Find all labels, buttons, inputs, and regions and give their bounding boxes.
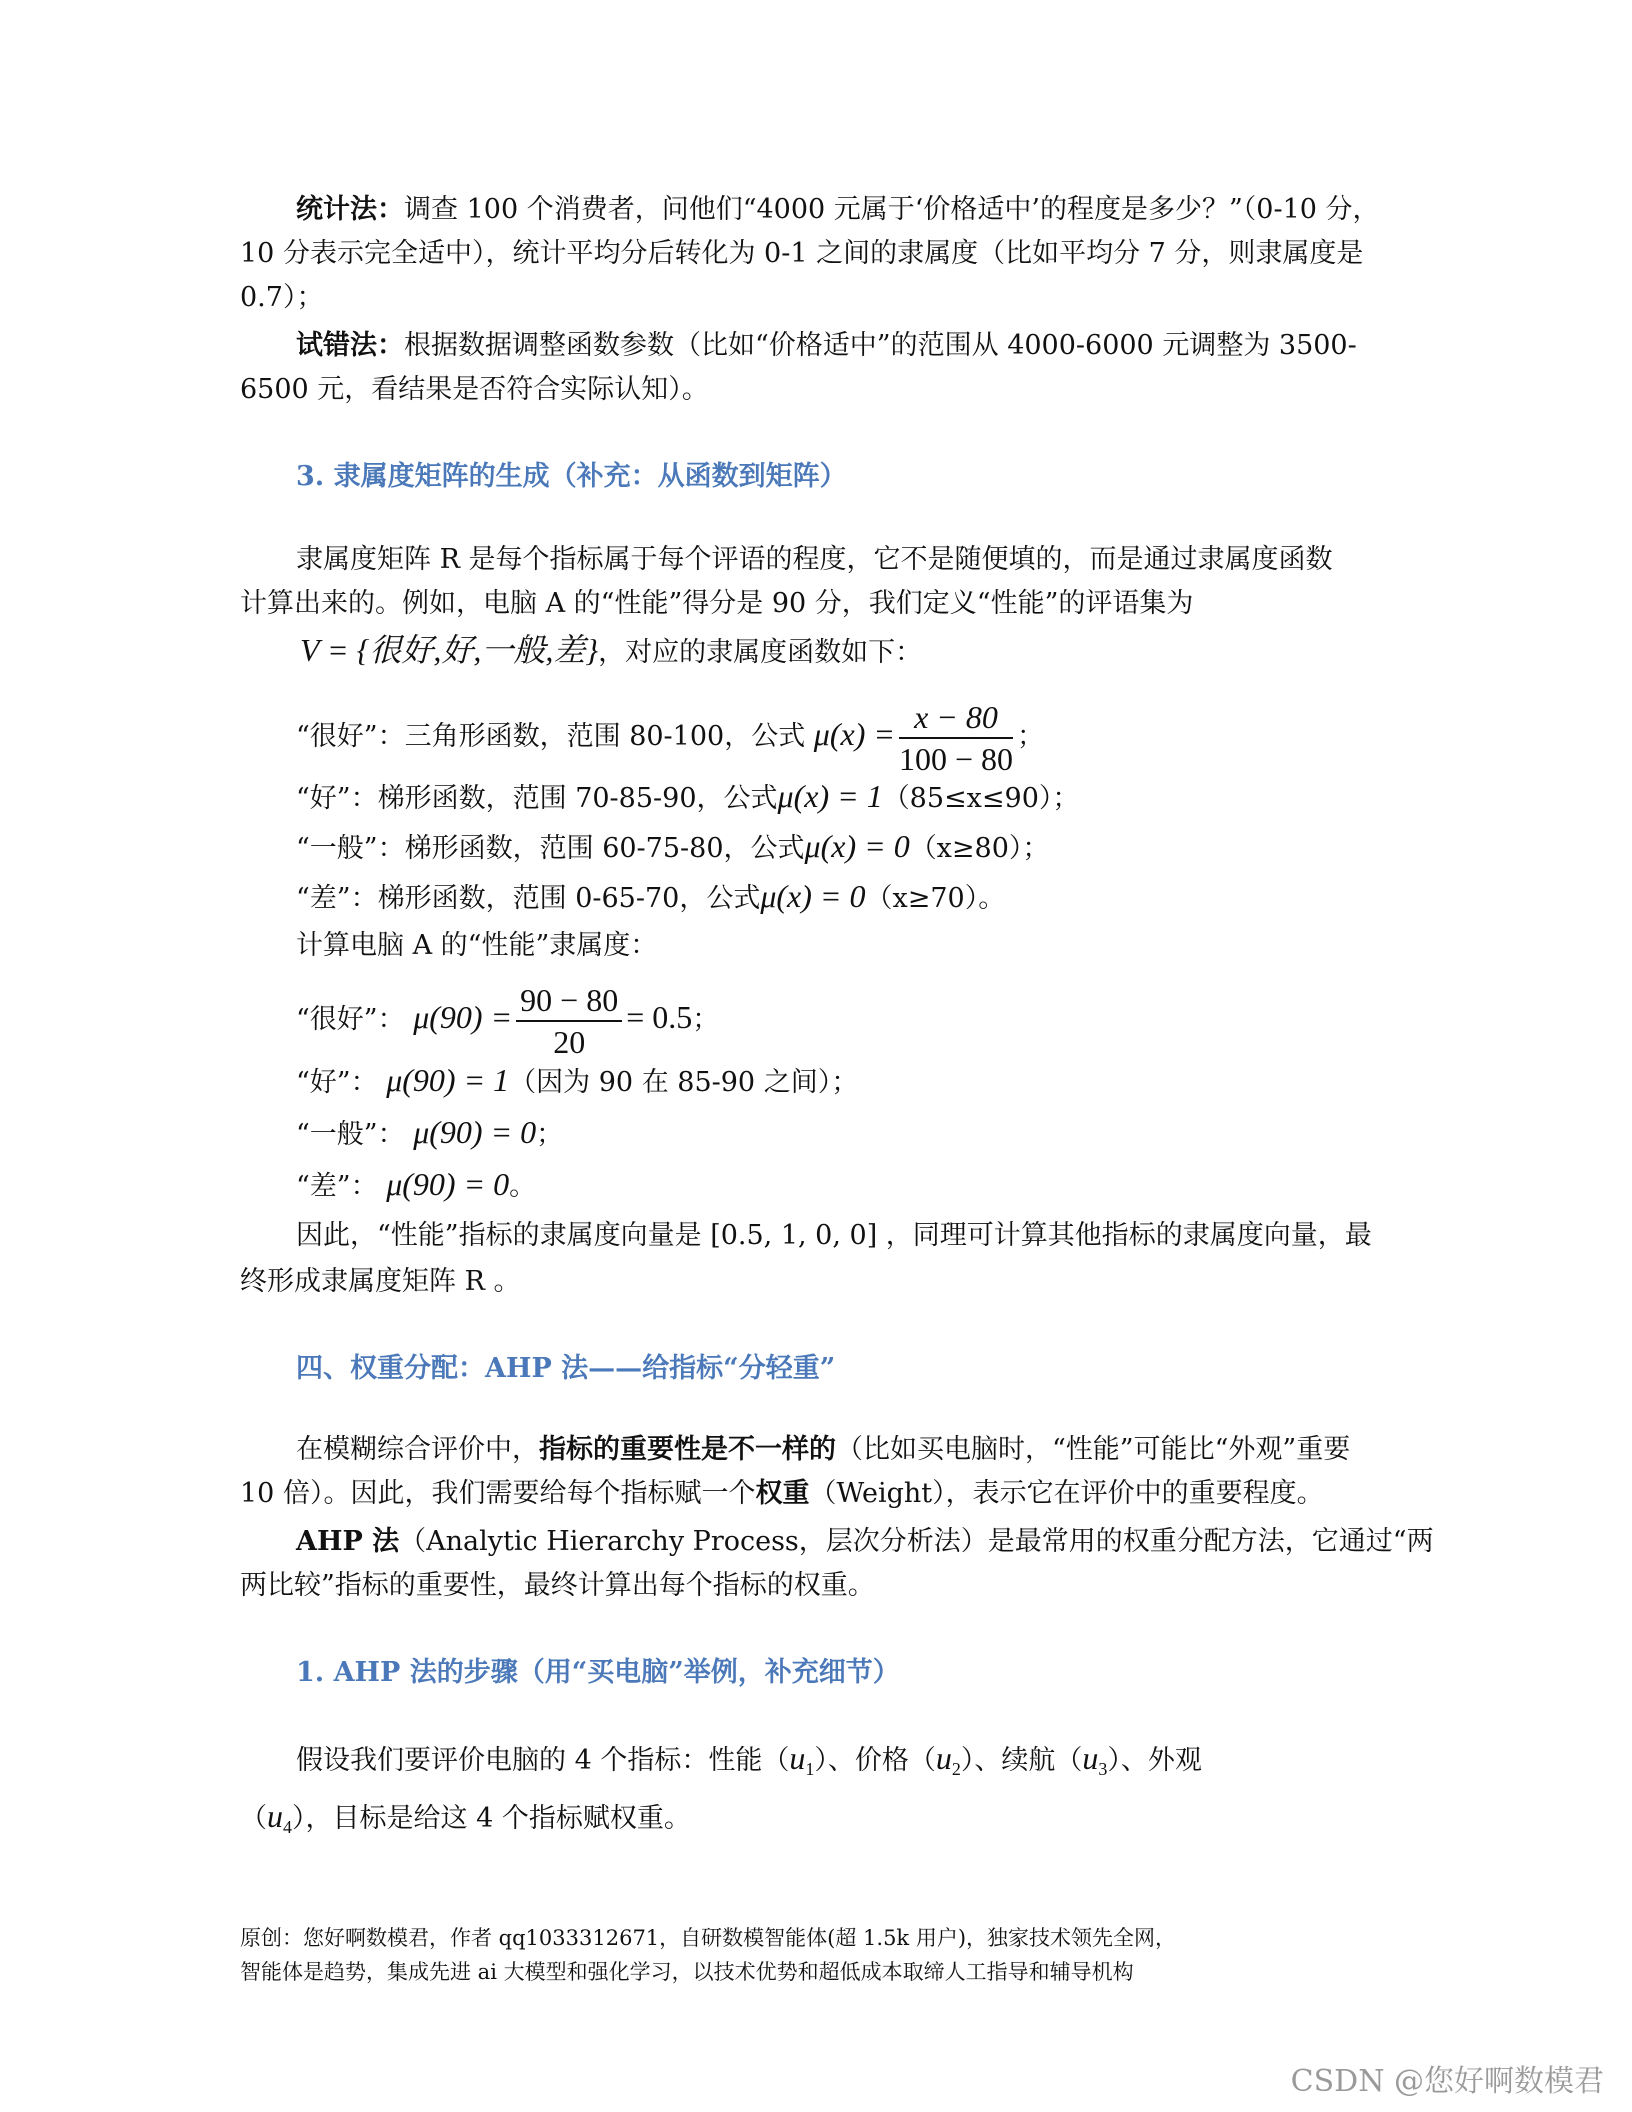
calc-good [296,1060,858,1103]
s4-para-text-b: （比如买电脑时，“性能”可能比“外观”重要 [836,1434,1351,1465]
u3-letter: u [1082,1740,1099,1776]
stat-method-term: 统计法： [296,194,404,225]
s4-para-l2-bold: 权重 [755,1478,810,1509]
very-good-fraction [899,697,1013,779]
calc-good-label: “好”： [296,1067,378,1098]
good-def [296,776,1079,819]
very-good-def [296,692,1044,779]
calc-intro: 计算电脑 A 的“性能”隶属度： [296,930,658,961]
calc-very-good [296,975,719,1062]
u2-letter: u [935,1740,952,1776]
stat-method-text-1: 调查 100 个消费者，问他们“4000 元属于‘价格适中’的程度是多少？”（0-10 分， [404,194,1380,225]
very-good-denominator: 100 − 80 [898,740,1014,777]
s3-para-line-1: 隶属度矩阵 R 是每个指标属于每个评语的程度，它不是随便填的，而是通过隶属度函数 [296,544,1333,575]
stat-method-line-3: 0.7）； [240,282,324,313]
poor-label: “差”：梯形函数，范围 0-65-70，公式 [296,883,761,914]
trial-method-text-1: 根据数据调整函数参数（比如“价格适中”的范围从 4000-6000 元调整为 3500- [404,330,1357,361]
footer-line-1: 原创：您好啊数模君，作者 qq1033312671，自研数模智能体(超 1.5k 用户)，独家技术领先全网， [240,1926,1177,1950]
trial-method-line-2: 6500 元，看结果是否符合实际认知）。 [240,374,709,405]
ahp-ind-text-c: ）、续航（ [960,1745,1083,1776]
u2-symbol [935,1740,961,1779]
u1-subscript: 1 [805,1759,815,1779]
v-set-formula: V = {很好,好,一般,差} [300,632,599,668]
ahp-ind-l2-text-a: （ [240,1803,267,1834]
s4-para-l2-text-b: （Weight），表示它在评价中的重要程度。 [809,1478,1324,1509]
s4-para-line-1 [296,1430,1350,1470]
calc-poor-formula: μ(90) = 0 [386,1166,510,1202]
calc-average [296,1112,563,1155]
ahp-indicators-line-1 [296,1738,1202,1789]
stat-method-line-1 [296,190,1380,230]
v-set-tail: ，对应的隶属度函数如下： [598,637,923,668]
u4-subscript: 4 [283,1817,292,1837]
calc-very-good-numerator: 90 − 80 [516,980,622,1022]
calc-very-good-lhs: μ(90) = [413,999,513,1035]
very-good-end: ； [1017,721,1045,752]
calc-very-good-label: “很好”： [296,1004,405,1035]
average-formula: μ(x) = 0 [804,828,910,864]
s3-vset-line [300,630,922,673]
section-3-heading: 3. 隶属度矩阵的生成（补充：从函数到矩阵） [296,461,847,492]
footer-line-2: 智能体是趋势，集成先进 ai 大模型和强化学习，以技术优势和超低成本取缔人工指导和辅导机构 [240,1960,1134,1984]
average-label: “一般”：梯形函数，范围 60-75-80，公式 [296,833,805,864]
calc-very-good-fraction [516,980,622,1062]
poor-def [296,876,1005,919]
u3-subscript: 3 [1098,1759,1108,1779]
calc-poor [296,1164,536,1207]
good-label: “好”：梯形函数，范围 70-85-90，公式 [296,783,778,814]
calc-average-label: “一般”： [296,1119,405,1150]
very-good-numerator: x − 80 [899,697,1013,739]
calc-very-good-rhs: = 0.5 [626,999,693,1035]
ahp-para-text: （Analytic Hierarchy Process，层次分析法）是最常用的权重分配方法，它通过“两 [399,1526,1434,1557]
s4-para-l2-text-a: 10 倍）。因此，我们需要给每个指标赋一个 [240,1478,756,1509]
ahp-steps-heading: 1. AHP 法的步骤（用“买电脑”举例，补充细节） [296,1657,900,1688]
very-good-label: “很好”：三角形函数，范围 80-100，公式 [296,721,806,752]
u4-letter: u [267,1798,283,1834]
ahp-ind-l2-text-b: ），目标是给这 4 个指标赋权重。 [292,1803,691,1834]
ahp-term: AHP 法 [296,1526,400,1557]
calc-poor-label: “差”： [296,1171,378,1202]
ahp-para-line-2: 两比较”指标的重要性，最终计算出每个指标的权重。 [240,1570,875,1601]
ahp-ind-text-b: ）、价格（ [814,1745,936,1776]
s4-para-bold: 指标的重要性是不一样的 [539,1434,836,1465]
trial-method-line-1 [296,326,1357,366]
ahp-ind-text-d: ）、外观 [1107,1745,1202,1776]
calc-average-formula: μ(90) = 0 [413,1114,537,1150]
u4-symbol [267,1798,292,1837]
u1-symbol [789,1740,815,1779]
poor-cond: （x≥70）。 [865,883,1006,914]
s3-para-line-2: 计算出来的。例如，电脑 A 的“性能”得分是 90 分，我们定义“性能”的评语集为 [240,588,1194,619]
stat-method-line-2: 10 分表示完全适中），统计平均分后转化为 0-1 之间的隶属度（比如平均分 7 分，则隶属度是 [240,238,1364,269]
calc-good-formula: μ(90) = 1 [386,1062,510,1098]
good-formula: μ(x) = 1 [777,778,883,814]
average-def [296,826,1049,869]
calc-average-end: ； [536,1119,564,1150]
ahp-indicators-line-2 [240,1796,691,1847]
s4-para-text-a: 在模糊综合评价中， [296,1434,539,1465]
calc-very-good-denominator: 20 [553,1023,586,1060]
ahp-para-line-1 [296,1522,1434,1562]
u1-letter: u [789,1740,806,1776]
ahp-ind-text-a: 假设我们要评价电脑的 4 个指标：性能（ [296,1745,790,1776]
poor-formula: μ(x) = 0 [760,878,866,914]
good-cond: （85≤x≤90）； [882,783,1080,814]
conclusion-line-2: 终形成隶属度矩阵 R 。 [240,1266,521,1297]
conclusion-line-1: 因此，“性能”指标的隶属度向量是 [0.5, 1, 0, 0] ，同理可计算其他指标的隶属度向量，最 [296,1220,1372,1251]
very-good-lhs: μ(x) = [813,716,895,752]
u3-symbol [1082,1740,1108,1779]
trial-method-term: 试错法： [296,330,404,361]
section-4-heading: 四、权重分配：AHP 法——给指标“分轻重” [296,1353,836,1384]
average-cond: （x≥80）； [909,833,1050,864]
csdn-watermark: CSDN @您好啊数模君 [1290,2064,1604,2099]
calc-good-tail: （因为 90 在 85-90 之间）； [509,1067,859,1098]
calc-poor-end: 。 [509,1171,537,1202]
calc-very-good-end: ； [692,1004,720,1035]
u2-subscript: 2 [951,1759,961,1779]
s4-para-line-2 [240,1474,1324,1514]
